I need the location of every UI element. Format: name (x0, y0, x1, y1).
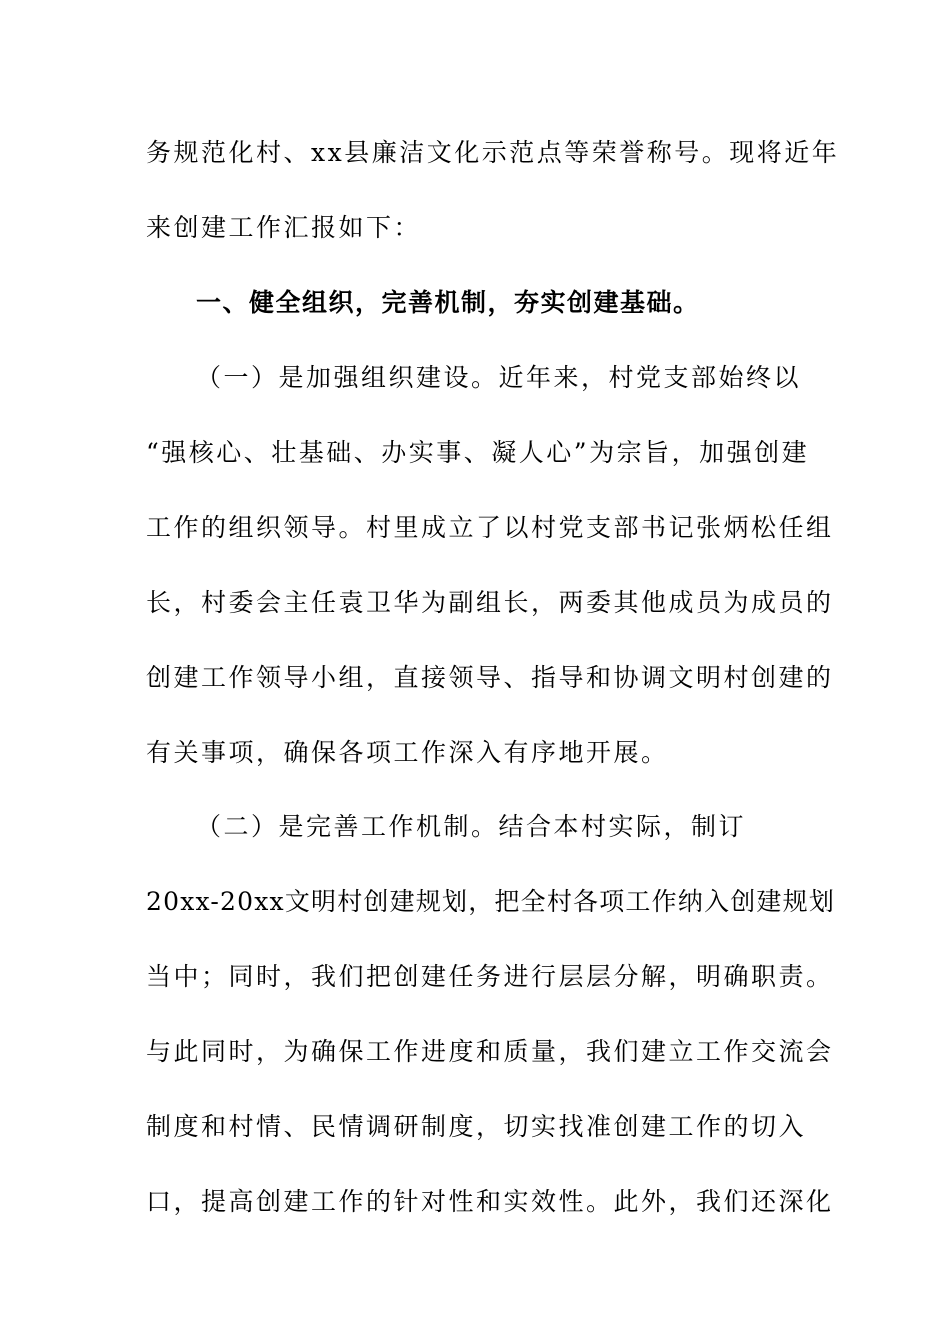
text-line: 制度和村情、民情调研制度，切实找准创建工作的切入 (146, 1112, 807, 1141)
text-line: 有关事项，确保各项工作深入有序地开展。 (146, 738, 669, 767)
text-line: “强核心、壮基础、办实事、凝人心”为宗旨，加强创建 (146, 438, 810, 467)
text-line: 20xx-20xx文明村创建规划，把全村各项工作纳入创建规划 (146, 887, 836, 916)
paragraph-first-line: （二）是完善工作机制。结合本村实际，制订 (196, 812, 747, 841)
text-line: 与此同时，为确保工作进度和质量，我们建立工作交流会 (146, 1037, 834, 1066)
text-line: 当中；同时，我们把创建任务进行层层分解，明确职责。 (146, 962, 834, 991)
paragraph-first-line: （一）是加强组织建设。近年来，村党支部始终以 (196, 363, 802, 392)
text-line: 来创建工作汇报如下： (146, 213, 422, 242)
text-line: 口，提高创建工作的针对性和实效性。此外，我们还深化 (146, 1187, 834, 1216)
text-line: 创建工作领导小组，直接领导、指导和协调文明村创建的 (146, 663, 834, 692)
text-line: 务规范化村、xx县廉洁文化示范点等荣誉称号。现将近年 (146, 138, 840, 167)
text-line: 长，村委会主任袁卫华为副组长，两委其他成员为成员的 (146, 588, 834, 617)
section-heading: 一、健全组织，完善机制，夯实创建基础。 (196, 288, 700, 317)
text-line: 工作的组织领导。村里成立了以村党支部书记张炳松任组 (146, 513, 834, 542)
